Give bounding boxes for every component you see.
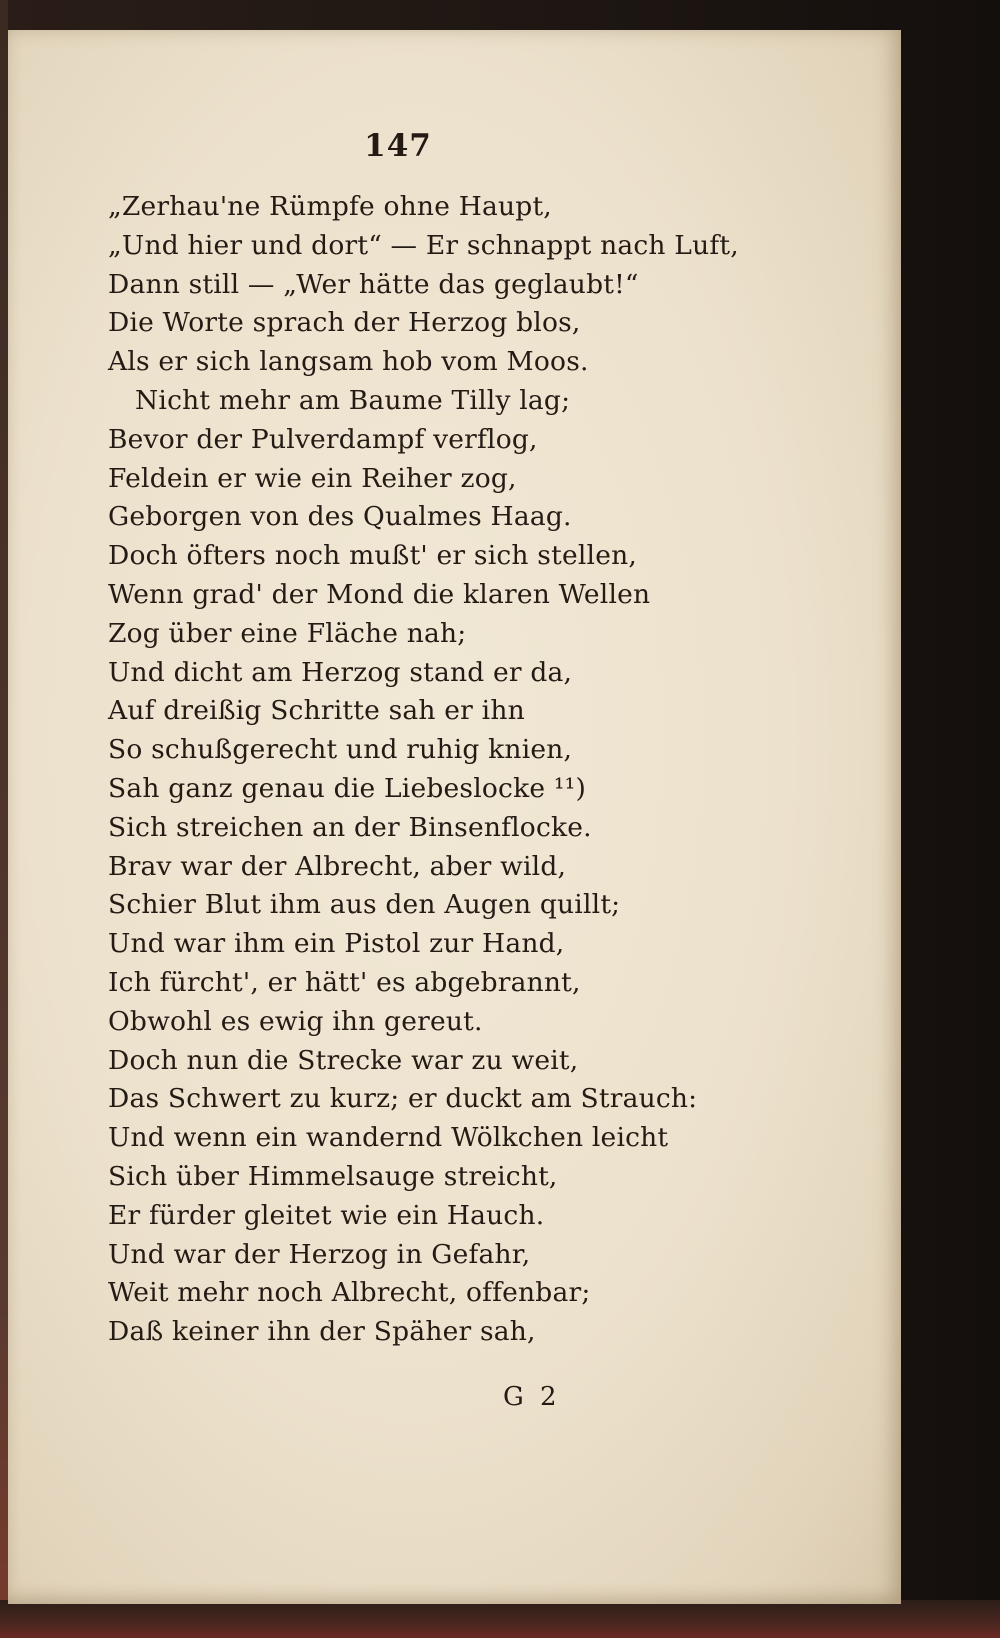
verse-line: Ich fürcht', er hätt' es abgebrannt, [108,966,581,998]
verse-line: Daß keiner ihn der Späher sah, [108,1316,536,1348]
verse-line: Obwohl es ewig ihn gereut. [108,1005,483,1037]
verse-line: Sah ganz genau die Liebeslocke ¹¹) [108,772,587,804]
verse-line: Sich über Himmelsauge streicht, [108,1160,558,1192]
verse-line: Als er sich langsam hob vom Moos. [108,346,589,378]
verse-line: Brav war der Albrecht, aber wild, [108,850,567,882]
verse-line: Weit mehr noch Albrecht, offenbar; [108,1277,591,1309]
verse-line: Doch nun die Strecke war zu weit, [108,1044,579,1076]
book-bottom-edge [0,1600,1000,1638]
verse-line: Die Worte sprach der Herzog blos, [108,307,581,339]
verse-line: Das Schwert zu kurz; er duckt am Strauch: [108,1083,698,1115]
verse-line: Doch öfters noch mußt' er sich stellen, [108,540,637,572]
verse-line: Und war ihm ein Pistol zur Hand, [108,928,565,960]
poem-verse [108,188,828,1352]
verse-line: Geborgen von des Qualmes Haag. [108,501,572,533]
verse-line: Bevor der Pulverdampf verflog, [108,423,538,455]
verse-line: Und dicht am Herzog stand er da, [108,656,573,688]
book-cover-edge [0,0,8,1638]
verse-line: Zog über eine Fläche nah; [108,617,467,649]
verse-line: Wenn grad' der Mond die klaren Wellen [108,578,651,610]
verse-line: So schußgerecht und ruhig knien, [108,734,573,766]
verse-line: Sich streichen an der Binsenflocke. [108,811,592,843]
verse-line: „Zerhau'ne Rümpfe ohne Haupt, [108,191,552,222]
book-page [8,30,901,1604]
printer-signature-mark: G 2 [503,1382,561,1412]
verse-line: Er fürder gleitet wie ein Hauch. [108,1199,545,1231]
verse-line: Feldein er wie ein Reiher zog, [108,462,517,494]
verse-line: Und wenn ein wandernd Wölkchen leicht [108,1122,669,1154]
verse-line: Nicht mehr am Baume Tilly lag; [135,384,571,416]
verse-line: Und war der Herzog in Gefahr, [108,1238,531,1270]
verse-line: Dann still — „Wer hätte das geglaubt!“ [108,268,639,300]
page-number: 147 [364,128,432,164]
verse-line: „Und hier und dort“ — Er schnappt nach Luft, [108,229,739,261]
verse-line: Schier Blut ihm aus den Augen quillt; [108,889,621,921]
verse-line: Auf dreißig Schritte sah er ihn [108,695,525,727]
